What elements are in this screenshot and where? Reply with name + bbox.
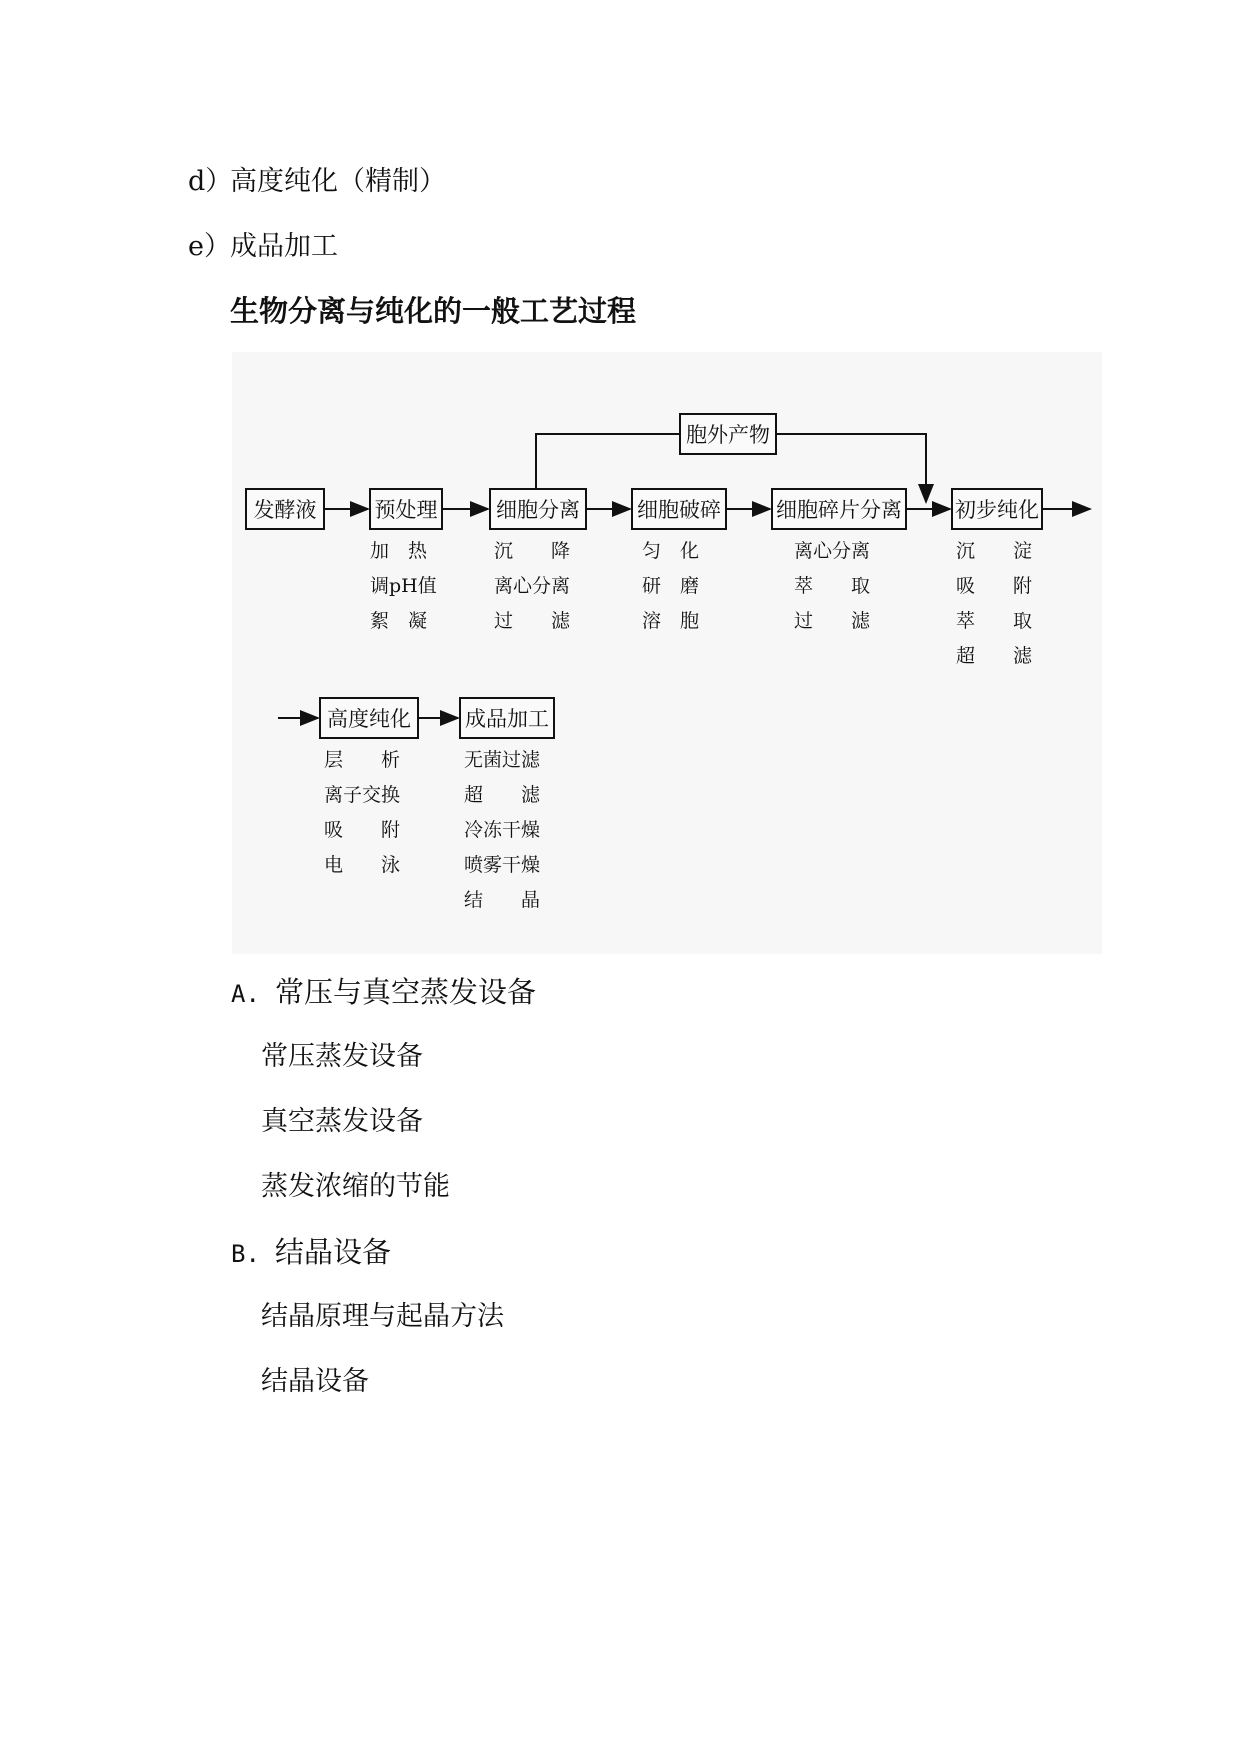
list-marker: d）	[188, 166, 233, 197]
section-a-item: 常压蒸发设备	[261, 1041, 423, 1072]
method-item: 超 滤	[956, 645, 1033, 667]
box-label: 细胞破碎	[637, 498, 721, 522]
box-pretreatment	[370, 489, 442, 529]
method-item: 萃 取	[794, 575, 871, 597]
method-item: 无菌过滤	[464, 749, 541, 771]
box-cell-disruption	[632, 489, 726, 529]
method-item: 研 磨	[642, 575, 700, 597]
method-item: 离心分离	[494, 575, 571, 597]
section-title: 结晶设备	[275, 1235, 392, 1269]
box-label: 发酵液	[253, 498, 317, 522]
section-a-item: 真空蒸发设备	[261, 1106, 423, 1137]
section-title: 常压与真空蒸发设备	[275, 975, 537, 1009]
method-item: 加 热	[370, 540, 428, 562]
methods-primary-purification	[956, 540, 1033, 667]
method-item: 沉 降	[494, 540, 571, 562]
box-label: 预处理	[374, 498, 438, 522]
method-item: 层 析	[324, 749, 401, 771]
box-label: 胞外产物	[686, 423, 770, 447]
method-item: 过 滤	[494, 610, 571, 632]
section-b-item: 结晶原理与起晶方法	[261, 1301, 504, 1332]
box-extracellular-product	[680, 414, 776, 454]
box-label: 成品加工	[465, 707, 549, 731]
box-cell-separation	[490, 489, 586, 529]
section-heading: 生物分离与纯化的一般工艺过程	[230, 294, 637, 328]
method-item: 超 滤	[464, 784, 541, 806]
list-item-d	[188, 168, 446, 195]
box-label: 高度纯化	[327, 707, 411, 731]
box-fermentation-broth	[246, 489, 324, 529]
method-item: 电 泳	[324, 854, 401, 876]
list-item-e	[188, 233, 338, 260]
section-marker: A.	[231, 980, 260, 1008]
list-item-text: 成品加工	[230, 231, 338, 262]
box-label: 细胞分离	[496, 498, 580, 522]
section-a-heading	[231, 975, 537, 1009]
box-debris-separation	[772, 489, 906, 529]
process-flow-diagram	[232, 352, 1102, 954]
methods-product-finishing	[464, 749, 541, 911]
methods-high-purification	[324, 749, 400, 876]
section-marker: B.	[231, 1240, 260, 1268]
method-item: 絮 凝	[370, 610, 428, 632]
section-b-item: 结晶设备	[261, 1366, 369, 1397]
flow-diagram-svg	[232, 352, 1102, 954]
box-label: 初步纯化	[955, 498, 1039, 522]
methods-pretreatment	[370, 540, 437, 632]
method-item: 吸 附	[324, 819, 401, 841]
box-label: 细胞碎片分离	[776, 498, 902, 522]
method-item: 匀 化	[642, 540, 700, 562]
method-item: 溶 胞	[642, 610, 700, 632]
method-item: 离心分离	[794, 540, 871, 562]
method-item: 离子交换	[324, 784, 401, 806]
method-item: 喷雾干燥	[464, 854, 541, 876]
section-b-heading	[231, 1235, 392, 1269]
bypass-line-left	[536, 434, 680, 492]
box-high-purification	[320, 698, 418, 738]
method-item: 过 滤	[794, 610, 871, 632]
box-primary-purification	[952, 489, 1042, 529]
methods-cell-separation	[494, 540, 571, 632]
method-item: 结 晶	[464, 889, 541, 911]
method-item: 调pH值	[370, 575, 437, 597]
box-product-finishing	[460, 698, 554, 738]
method-item: 萃 取	[956, 610, 1033, 632]
methods-debris-separation	[794, 540, 871, 632]
list-marker: e）	[188, 231, 231, 262]
method-item: 沉 淀	[956, 540, 1033, 562]
section-a-item: 蒸发浓缩的节能	[261, 1171, 450, 1202]
list-item-text: 高度纯化（精制）	[230, 166, 446, 197]
methods-cell-disruption	[642, 540, 699, 632]
method-item: 冷冻干燥	[464, 819, 541, 841]
method-item: 吸 附	[956, 575, 1033, 597]
